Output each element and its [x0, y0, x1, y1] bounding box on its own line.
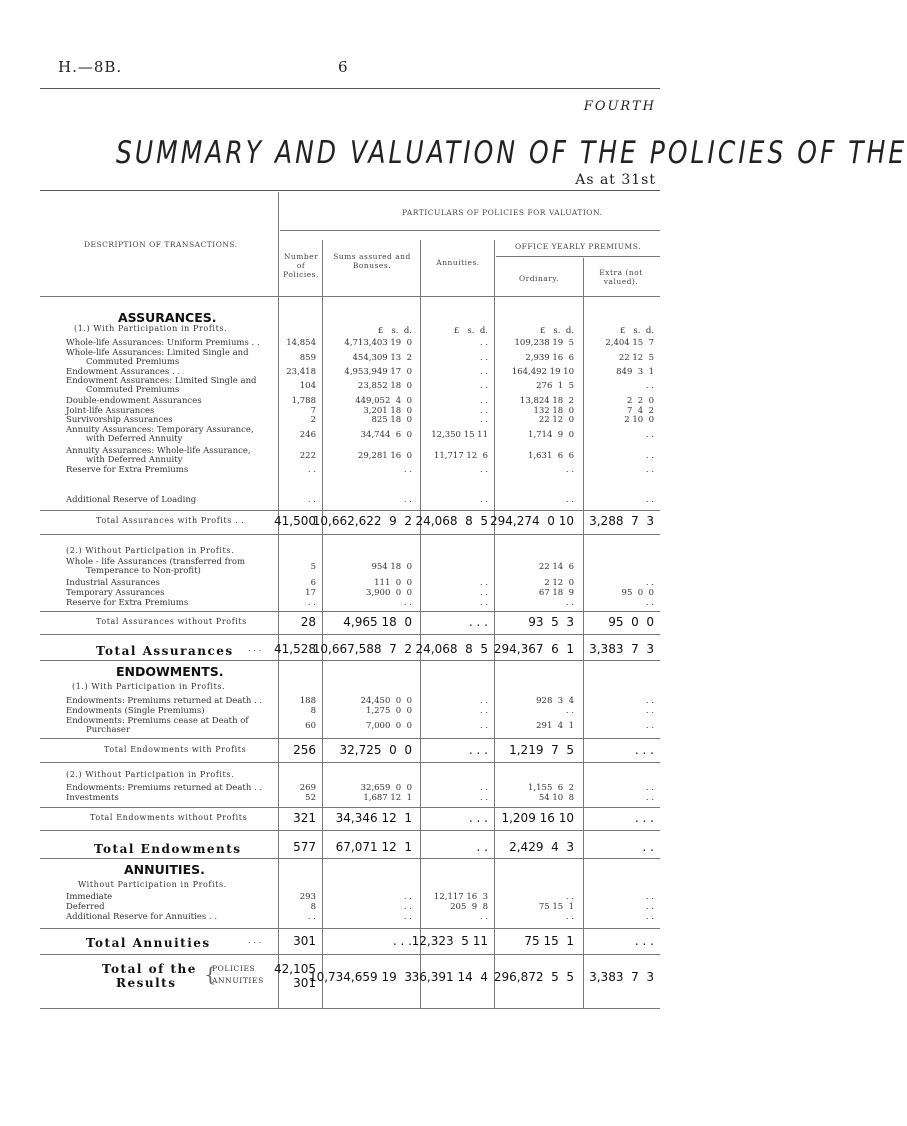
- total-extra: 3,288 7 3: [589, 514, 654, 528]
- top-rule: [40, 88, 660, 89]
- col-description: DESCRIPTION OF TRANSACTIONS.: [84, 240, 238, 249]
- cell-number: 7: [310, 406, 316, 416]
- total-label: Total Annuities: [86, 936, 211, 950]
- total-label: Total Endowments without Profits: [90, 813, 248, 822]
- row-description: Double-endowment Assurances: [66, 396, 202, 406]
- total-dots: . . .: [248, 644, 262, 654]
- cell-ordinary: 67 18 9: [538, 588, 574, 598]
- cell-ordinary: 276 1 5: [536, 381, 574, 391]
- cell-number: 52: [305, 793, 316, 803]
- total-sums: 4,965 18 0: [343, 615, 412, 629]
- cell-ordinary: 54 10 8: [538, 793, 574, 803]
- total-sums: 10,667,588 7 2: [312, 642, 412, 656]
- col-line-2: [322, 240, 323, 1008]
- cell-annuities: . .: [479, 406, 488, 416]
- cell-extra: 2 2 0: [626, 396, 654, 406]
- cell-annuities: . .: [479, 721, 488, 731]
- row-description: Temporary Assurances: [66, 588, 165, 598]
- cell-sums: 1,275 0 0: [366, 706, 412, 716]
- row-rule: [40, 634, 660, 635]
- cell-ordinary: 22 12 0: [538, 415, 574, 425]
- row-description-cont: Purchaser: [86, 725, 131, 735]
- cell-sums: 454,309 13 2: [352, 353, 412, 363]
- cell-extra: . .: [645, 902, 654, 912]
- col-particulars: PARTICULARS OF POLICIES FOR VALUATION.: [402, 208, 603, 217]
- total-annuities: . . .: [468, 743, 488, 757]
- cell-ordinary: 1,155 6 2: [528, 783, 574, 793]
- total-extra: 95 0 0: [608, 615, 654, 629]
- row-description: Additional Reserve of Loading: [66, 495, 197, 505]
- cell-ordinary: 75 15 1: [538, 902, 574, 912]
- cell-sums: 3,900 0 0: [366, 588, 412, 598]
- total-number: 301: [293, 934, 316, 948]
- cell-annuities: . .: [479, 396, 488, 406]
- total-ordinary: 1,219 7 5: [509, 743, 574, 757]
- total-label: Total Assurances with Profits . .: [96, 516, 245, 525]
- cell-extra: . .: [645, 430, 654, 440]
- cell-sums: . .: [403, 902, 412, 912]
- cell-extra: . .: [645, 381, 654, 391]
- total-sums: 67,071 12 1: [335, 840, 412, 854]
- total-annuities: 24,068 8 5: [415, 642, 488, 656]
- cell-sums: 23,852 18 0: [357, 381, 412, 391]
- row-description: Joint-life Assurances: [66, 406, 155, 416]
- cell-extra: 2 10 0: [624, 415, 654, 425]
- col-office-yearly: OFFICE YEARLY PREMIUMS.: [514, 242, 641, 251]
- cell-extra: . .: [645, 892, 654, 902]
- subheading: (2.) Without Participation in Profits.: [66, 546, 235, 555]
- cell-number: 1,788: [291, 396, 316, 406]
- cell-ordinary: 109,238 19 5: [514, 338, 574, 348]
- col-sums: Sums assured and Bonuses.: [333, 252, 411, 270]
- cell-annuities: 11,717 12 6: [433, 451, 488, 461]
- cell-number: 14,854: [286, 338, 316, 348]
- grand-annuities: 36,391 14 4: [411, 970, 488, 984]
- total-ordinary: 2,429 4 3: [509, 840, 574, 854]
- particulars-rule: [280, 230, 660, 231]
- subheading: (1.) With Participation in Profits.: [72, 682, 226, 691]
- row-description: Endowment Assurances . .: [66, 367, 181, 377]
- cell-number: 222: [299, 451, 316, 461]
- col-extra: Extra (not valued).: [599, 268, 643, 286]
- cell-annuities: . .: [479, 598, 488, 608]
- cell-number: 246: [299, 430, 316, 440]
- cell-ordinary: 1,714 9 0: [528, 430, 574, 440]
- row-description-cont: Commuted Premiums: [86, 385, 180, 395]
- cell-annuities: . .: [479, 353, 488, 363]
- row-description: Reserve for Extra Premiums: [66, 598, 189, 608]
- total-extra: 3,383 7 3: [589, 642, 654, 656]
- currency-annuities: £ s. d.: [453, 326, 488, 336]
- total-number: 577: [293, 840, 316, 854]
- cell-number: 104: [299, 381, 316, 391]
- grand-total-label: Total of the: [102, 962, 197, 976]
- total-sums: . . .: [392, 934, 412, 948]
- cell-number: 60: [305, 721, 316, 731]
- cell-extra: . .: [645, 578, 654, 588]
- grand-number-policies: 42,105: [274, 962, 316, 976]
- cell-sums: 4,953,949 17 0: [344, 367, 412, 377]
- row-rule: [40, 807, 660, 808]
- cell-annuities: . .: [479, 783, 488, 793]
- cell-annuities: . .: [479, 338, 488, 348]
- row-rule: [40, 858, 660, 859]
- cell-ordinary: . .: [565, 706, 574, 716]
- premiums-rule: [496, 256, 660, 257]
- cell-annuities: 12,117 16 3: [433, 892, 488, 902]
- row-description: Endowment Assurances: Limited Single and: [66, 376, 257, 386]
- row-rule: [40, 611, 660, 612]
- cell-extra: . .: [645, 706, 654, 716]
- cell-ordinary: 1,631 6 6: [528, 451, 574, 461]
- cell-ordinary: . .: [565, 495, 574, 505]
- cell-number: 859: [299, 353, 316, 363]
- cell-extra: . .: [645, 912, 654, 922]
- section-heading-annuities: ANNUITIES.: [124, 862, 205, 877]
- total-annuities: . . .: [468, 615, 488, 629]
- total-dots: . . .: [248, 936, 262, 946]
- cell-sums: 29,281 16 0: [357, 451, 412, 461]
- cell-number: 8: [310, 706, 316, 716]
- total-sums: 34,346 12 1: [335, 811, 412, 825]
- row-description: Endowments (Single Premiums): [66, 706, 205, 716]
- total-annuities: 24,068 8 5: [415, 514, 488, 528]
- col-annuities: Annuities.: [436, 258, 480, 267]
- total-extra: . . .: [634, 811, 654, 825]
- total-annuities: 12,323 5 11: [411, 934, 488, 948]
- total-ordinary: 93 5 3: [528, 615, 574, 629]
- cell-ordinary: . .: [565, 912, 574, 922]
- cell-sums: 449,052 4 0: [355, 396, 412, 406]
- cell-sums: 32,659 0 0: [360, 783, 412, 793]
- cell-sums: 3,201 18 0: [363, 406, 412, 416]
- row-rule: [40, 534, 660, 535]
- col-line-3: [420, 240, 421, 1008]
- cell-annuities: . .: [479, 793, 488, 803]
- cell-extra: 2,404 15 7: [605, 338, 654, 348]
- col-line-5: [583, 258, 584, 1008]
- row-rule: [40, 738, 660, 739]
- cell-extra: 22 12 5: [618, 353, 654, 363]
- cell-ordinary: 13,824 18 2: [519, 396, 574, 406]
- cell-sums: 4,713,403 19 0: [344, 338, 412, 348]
- cell-ordinary: . .: [565, 892, 574, 902]
- grand-ordinary: 296,872 5 5: [493, 970, 574, 984]
- cell-annuities: 205 9 8: [450, 902, 488, 912]
- cell-extra: . .: [645, 495, 654, 505]
- cell-number: 8: [310, 902, 316, 912]
- cell-ordinary: 132 18 0: [533, 406, 574, 416]
- cell-annuities: . .: [479, 912, 488, 922]
- grand-total-annuities: ANNUITIES: [212, 976, 264, 985]
- cell-annuities: . .: [479, 706, 488, 716]
- grand-extra: 3,383 7 3: [589, 970, 654, 984]
- cell-sums: . .: [403, 912, 412, 922]
- cell-number: . .: [307, 465, 316, 475]
- total-sums: 32,725 0 0: [339, 743, 412, 757]
- col-line-1: [278, 192, 279, 1008]
- subheading: (1.) With Participation in Profits.: [74, 324, 228, 333]
- total-number: 256: [293, 743, 316, 757]
- cell-sums: 954 18 0: [371, 562, 412, 572]
- cell-number: 5: [310, 562, 316, 572]
- cell-annuities: . .: [479, 696, 488, 706]
- cell-extra: . .: [645, 793, 654, 803]
- total-label: Total Endowments: [94, 842, 242, 856]
- total-ordinary: 294,367 6 1: [493, 642, 574, 656]
- row-description: Industrial Assurances: [66, 578, 160, 588]
- cell-sums: . .: [403, 598, 412, 608]
- row-rule: [40, 830, 660, 831]
- currency-ordinary: £ s. d.: [539, 326, 574, 336]
- total-extra: . . .: [634, 743, 654, 757]
- total-extra: . . .: [634, 934, 654, 948]
- total-number: 41,500: [274, 514, 316, 528]
- as-at-label: As at 31st: [575, 172, 656, 188]
- cell-extra: 95 0 0: [621, 588, 654, 598]
- subheading: (2.) Without Participation in Profits.: [66, 770, 235, 779]
- cell-ordinary: . .: [565, 598, 574, 608]
- cell-annuities: . .: [479, 495, 488, 505]
- cell-number: 293: [299, 892, 316, 902]
- grand-number-annuities: 301: [293, 976, 316, 990]
- page-title: SUMMARY AND VALUATION OF THE POLICIES OF THE: [116, 134, 907, 171]
- cell-sums: 7,000 0 0: [366, 721, 412, 731]
- cell-extra: . .: [645, 465, 654, 475]
- row-description: Immediate: [66, 892, 113, 902]
- cell-sums: . .: [403, 495, 412, 505]
- currency-extra: £ s. d.: [619, 326, 654, 336]
- cell-extra: . .: [645, 721, 654, 731]
- col-number: Number of Policies.: [283, 252, 319, 279]
- cell-annuities: . .: [479, 465, 488, 475]
- cell-annuities: . .: [479, 415, 488, 425]
- total-label: Total Endowments with Profits: [104, 745, 247, 754]
- cell-ordinary: 22 14 6: [538, 562, 574, 572]
- cell-number: 269: [299, 783, 316, 793]
- row-rule: [40, 762, 660, 763]
- cell-number: . .: [307, 912, 316, 922]
- cell-annuities: . .: [479, 367, 488, 377]
- table-bottom-rule: [40, 1008, 660, 1009]
- row-description-cont: Temperance to Non-profit): [86, 566, 201, 576]
- cell-sums: 1,687 12 1: [363, 793, 412, 803]
- cell-number: 2: [310, 415, 316, 425]
- cell-extra: . .: [645, 451, 654, 461]
- subheading: Without Participation in Profits.: [78, 880, 227, 889]
- cell-ordinary: . .: [565, 465, 574, 475]
- row-rule: [40, 928, 660, 929]
- cell-sums: . .: [403, 465, 412, 475]
- col-line-4: [494, 240, 495, 1008]
- row-description: Survivorship Assurances: [66, 415, 173, 425]
- row-rule: [40, 954, 660, 955]
- total-ordinary: 1,209 16 10: [501, 811, 574, 825]
- cell-ordinary: 928 3 4: [536, 696, 574, 706]
- total-label: Total Assurances: [96, 644, 234, 658]
- total-number: 41,528: [274, 642, 316, 656]
- row-description: Deferred: [66, 902, 105, 912]
- row-description-cont: with Deferred Annuity: [86, 455, 183, 465]
- cell-extra: 7 4 2: [626, 406, 654, 416]
- cell-annuities: . .: [479, 588, 488, 598]
- cell-sums: . .: [403, 892, 412, 902]
- row-description: Annuity Assurances: Whole-life Assurance,: [66, 446, 251, 456]
- cell-ordinary: 291 4 1: [536, 721, 574, 731]
- section-heading-assurances: ASSURANCES.: [118, 310, 217, 325]
- cell-annuities: . .: [479, 578, 488, 588]
- cell-number: 17: [305, 588, 316, 598]
- cell-number: . .: [307, 495, 316, 505]
- row-description: Whole - life Assurances (transferred from: [66, 557, 246, 567]
- continuation-word: FOURTH: [583, 99, 656, 114]
- cell-number: 188: [299, 696, 316, 706]
- row-description: Whole-life Assurances: Limited Single and: [66, 348, 249, 358]
- currency-sums: £ s. d.: [377, 326, 412, 336]
- grand-total-label: Results: [116, 976, 177, 990]
- cell-sums: 34,744 6 0: [360, 430, 412, 440]
- row-description: Endowments: Premiums returned at Death . .: [66, 696, 263, 706]
- row-description-cont: Commuted Premiums: [86, 357, 180, 367]
- total-label: Total Assurances without Profits: [96, 617, 247, 626]
- cell-extra: 849 3 1: [616, 367, 654, 377]
- row-rule: [40, 660, 660, 661]
- total-annuities: . . .: [468, 811, 488, 825]
- page-number: 6: [338, 58, 348, 76]
- cell-extra: . .: [645, 598, 654, 608]
- cell-ordinary: 2 12 0: [544, 578, 574, 588]
- cell-extra: . .: [645, 783, 654, 793]
- row-description: Endowments: Premiums returned at Death . .: [66, 783, 263, 793]
- header-bottom-rule: [40, 296, 660, 297]
- total-annuities: . .: [476, 840, 488, 854]
- cell-annuities: . .: [479, 381, 488, 391]
- grand-sums: 10,734,659 19 3: [308, 970, 412, 984]
- brace: {: [204, 962, 217, 986]
- cell-sums: 111 0 0: [374, 578, 412, 588]
- row-description: Whole-life Assurances: Uniform Premiums . .: [66, 338, 260, 348]
- cell-ordinary: 2,939 16 6: [525, 353, 574, 363]
- cell-number: 23,418: [286, 367, 316, 377]
- page-ref: H.—8B.: [58, 58, 123, 76]
- cell-extra: . .: [645, 696, 654, 706]
- total-ordinary: 75 15 1: [524, 934, 574, 948]
- cell-number: . .: [307, 598, 316, 608]
- total-number: 321: [293, 811, 316, 825]
- cell-annuities: 12,350 15 11: [431, 430, 488, 440]
- total-ordinary: 294,274 0 10: [490, 514, 574, 528]
- row-description-cont: with Deferred Annuity: [86, 434, 183, 444]
- cell-sums: 825 18 0: [371, 415, 412, 425]
- row-description: Additional Reserve for Annuities . .: [66, 912, 218, 922]
- total-sums: 10,662,622 9 2: [312, 514, 412, 528]
- row-description: Investments: [66, 793, 119, 803]
- row-description: Annuity Assurances: Temporary Assurance,: [66, 425, 254, 435]
- section-heading-endowments: ENDOWMENTS.: [116, 664, 224, 679]
- grand-total-policies: POLICIES: [212, 964, 256, 973]
- total-number: 28: [300, 615, 316, 629]
- col-ordinary: Ordinary.: [519, 274, 559, 283]
- cell-number: 6: [310, 578, 316, 588]
- total-extra: . .: [642, 840, 654, 854]
- row-description: Reserve for Extra Premiums: [66, 465, 189, 475]
- cell-ordinary: 164,492 19 10: [511, 367, 574, 377]
- row-rule: [40, 510, 660, 511]
- table-top-rule: [40, 190, 660, 191]
- cell-sums: 24,450 0 0: [360, 696, 412, 706]
- row-description: Endowments: Premiums cease at Death of: [66, 716, 249, 726]
